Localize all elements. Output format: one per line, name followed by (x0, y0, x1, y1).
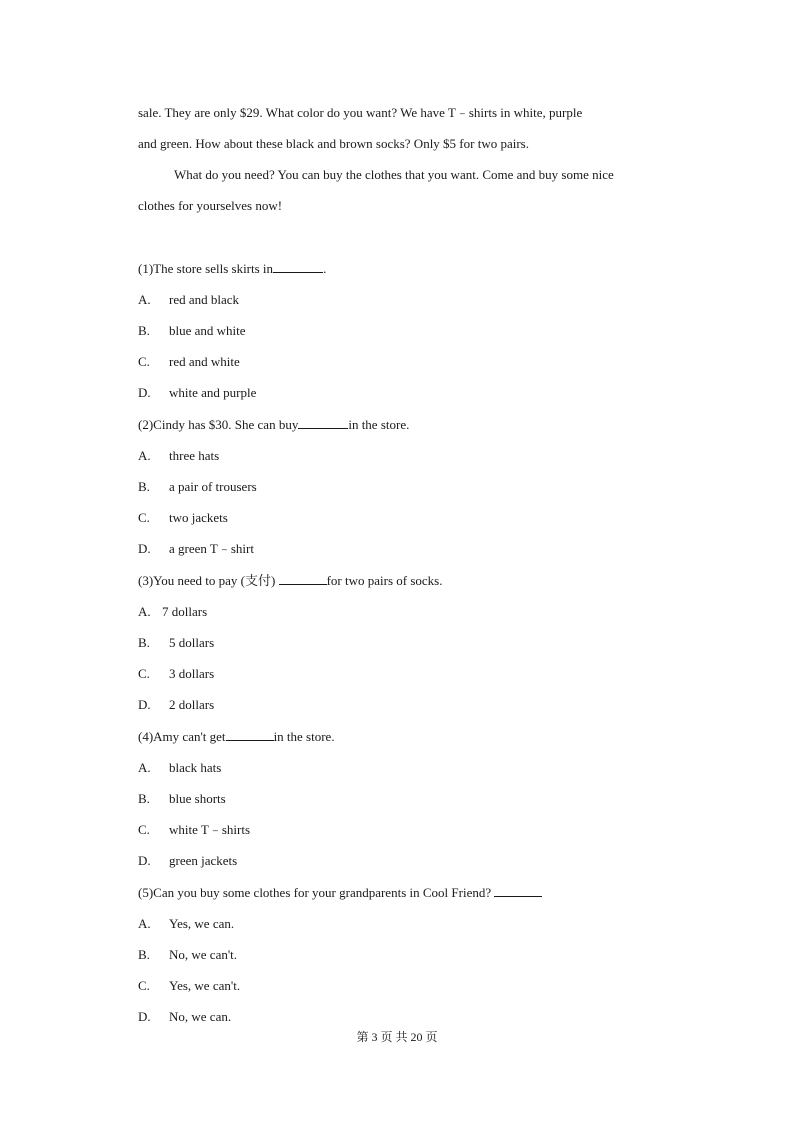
option-text: Yes, we can't. (169, 978, 241, 993)
option-letter: B. (138, 791, 150, 806)
option-letter: B. (138, 323, 150, 338)
question-stem: Cindy has $30. She can buy (153, 417, 299, 432)
option-text: 5 dollars (169, 635, 215, 650)
option-2a (138, 448, 219, 464)
option-text: white and purple (169, 385, 257, 400)
option-text: No, we can. (169, 1009, 232, 1024)
passage-line-2: and green. How about these black and brown socks? Only $5 for two pairs. (138, 136, 529, 151)
option-letter: B. (138, 479, 150, 494)
option-text: white T﹣shirts (169, 822, 251, 837)
option-3a (138, 604, 207, 620)
option-5b (138, 947, 237, 963)
passage-line-4: clothes for yourselves now! (138, 198, 283, 213)
option-letter: B. (138, 635, 150, 650)
question-5 (138, 885, 542, 901)
option-text: red and white (169, 354, 240, 369)
option-text: blue shorts (169, 791, 226, 806)
option-letter: D. (138, 697, 151, 712)
question-number: (3) (138, 573, 154, 588)
option-text: a pair of trousers (169, 479, 257, 494)
option-letter: A. (138, 292, 151, 307)
option-letter: C. (138, 666, 150, 681)
option-5d (138, 1009, 231, 1025)
option-text: green jackets (169, 853, 238, 868)
option-4c (138, 822, 250, 838)
option-letter: A. (138, 448, 151, 463)
option-text: No, we can't. (169, 947, 238, 962)
option-text: 2 dollars (169, 697, 215, 712)
option-4b (138, 791, 226, 807)
option-1d (138, 385, 256, 401)
option-text: red and black (169, 292, 240, 307)
option-4d (138, 853, 237, 869)
option-2d (138, 541, 254, 557)
question-number: (2) (138, 417, 154, 432)
option-letter: D. (138, 385, 151, 400)
option-text: three hats (169, 448, 220, 463)
question-stem-end: in the store. (348, 417, 410, 432)
answer-blank (494, 885, 542, 897)
option-text: blue and white (169, 323, 246, 338)
question-stem-end: . (323, 261, 327, 276)
option-letter: A. (138, 916, 151, 931)
option-text: a green T﹣shirt (169, 541, 254, 556)
question-stem: The store sells skirts in (153, 261, 274, 276)
option-3b (138, 635, 214, 651)
option-letter: A. (138, 604, 151, 619)
option-2c (138, 510, 228, 526)
question-3 (138, 573, 443, 589)
option-letter: C. (138, 978, 150, 993)
question-stem: Can you buy some clothes for your grandparents in Cool Friend? (153, 885, 495, 900)
option-letter: C. (138, 354, 150, 369)
option-text: black hats (169, 760, 222, 775)
question-stem-end: in the store. (273, 729, 335, 744)
question-1 (138, 261, 326, 277)
option-3c (138, 666, 214, 682)
option-5c (138, 978, 240, 994)
option-text: two jackets (169, 510, 228, 525)
option-text: Yes, we can. (169, 916, 235, 931)
option-letter: C. (138, 510, 150, 525)
option-text: 3 dollars (169, 666, 215, 681)
question-stem: Amy can't get (153, 729, 226, 744)
page-footer: 第 3 页 共 20 页 (356, 1030, 438, 1044)
answer-blank (226, 729, 274, 741)
option-letter: D. (138, 541, 151, 556)
question-stem-end: for two pairs of socks. (326, 573, 443, 588)
passage-line-1: sale. They are only $29. What color do you want? We have T﹣shirts in white, purple (138, 105, 583, 120)
option-1b (138, 323, 246, 339)
option-letter: A. (138, 760, 151, 775)
question-number: (4) (138, 729, 154, 744)
option-5a (138, 916, 234, 932)
question-number: (5) (138, 885, 154, 900)
option-4a (138, 760, 221, 776)
option-3d (138, 697, 214, 713)
question-4 (138, 729, 335, 745)
option-letter: C. (138, 822, 150, 837)
option-letter: D. (138, 1009, 151, 1024)
option-1c (138, 354, 240, 370)
passage-line-3: What do you need? You can buy the clothes that you want. Come and buy some nice (174, 167, 614, 182)
question-number: (1) (138, 261, 154, 276)
option-letter: D. (138, 853, 151, 868)
answer-blank (298, 417, 348, 429)
option-letter: B. (138, 947, 150, 962)
question-stem: You need to pay (支付) (153, 573, 279, 588)
answer-blank (273, 261, 323, 273)
option-1a (138, 292, 239, 308)
option-2b (138, 479, 257, 495)
question-2 (138, 417, 409, 433)
option-text: 7 dollars (162, 604, 208, 619)
answer-blank (279, 573, 327, 585)
